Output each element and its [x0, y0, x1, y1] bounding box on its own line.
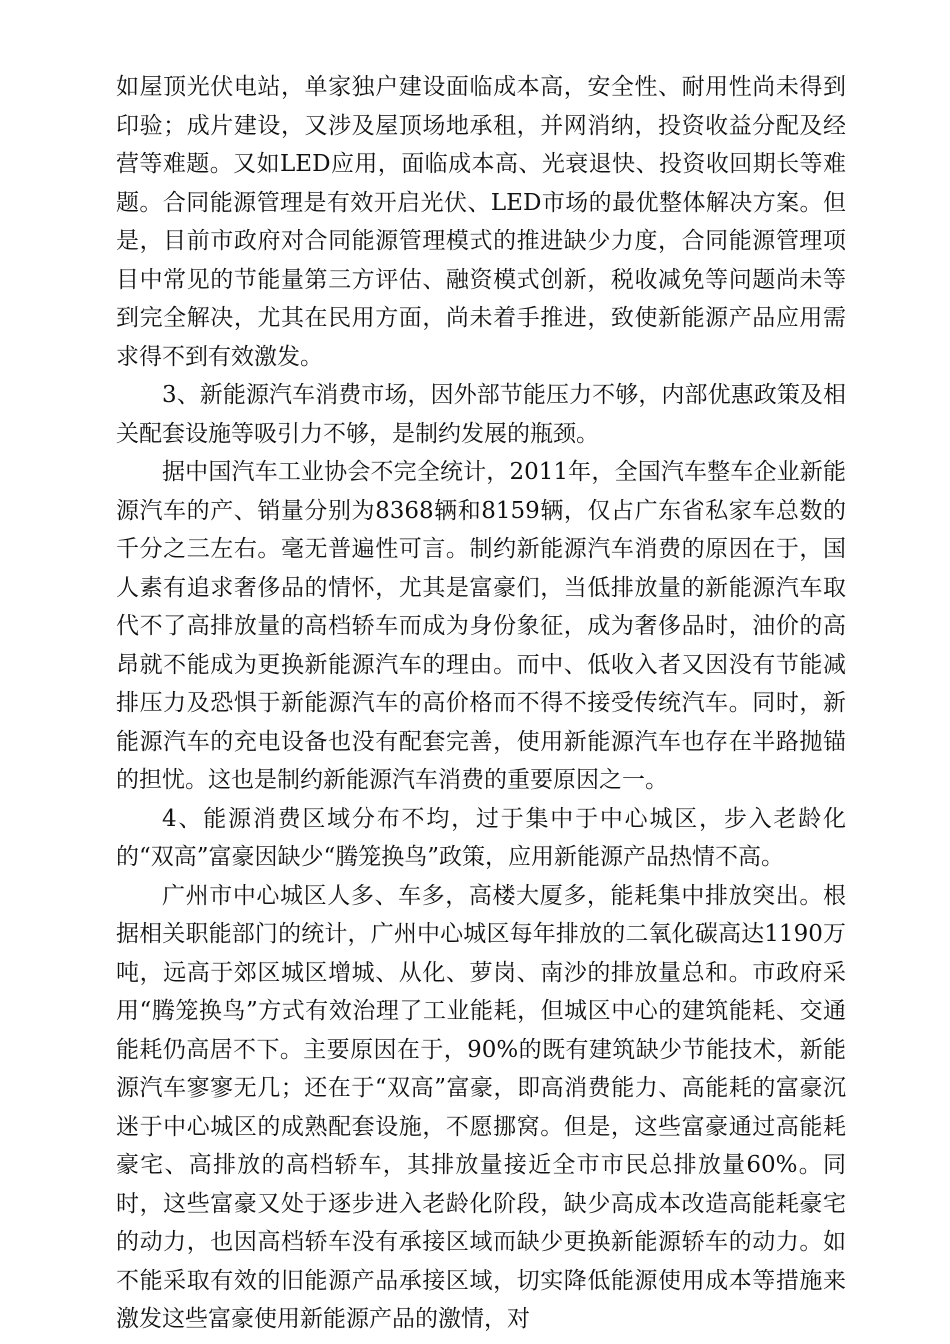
- paragraph-heading-4-energy-distribution: 4、能源消费区域分布不均，过于集中于中心城区，步入老龄化的“双高”富豪因缺少“腾笼换鸟”政策，应用新能源产品热情不高。: [116, 805, 846, 870]
- paragraph-guangzhou-emissions: 广州市中心城区人多、车多，高楼大厦多，能耗集中排放突出。根据相关职能部门的统计，广州中心城区每年排放的二氧化碳高达1190万吨，远高于郊区城区增城、从化、萝岗、南沙的排放量总和。市政府采用“腾笼换鸟”方式有效治理了工业能耗，但城区中心的建筑能耗、交通能耗仍高居不下。主要原因在于，90%的既有建筑缺少节能技术，新能源汽车寥寥无几；还在于“双高”富豪，即高消费能力、高能耗的富豪沉迷于中心城区的成熟配套设施，不愿挪窝。但是，这些富豪通过高能耗豪宅、高排放的高档轿车，其排放量接近全市市民总排放量60%。同时，这些富豪又处于逐步进入老龄化阶段，缺少高成本改造高能耗豪宅的动力，也因高档轿车没有承接区域而缺少更换新能源轿车的动力。如不能采取有效的旧能源产品承接区域，切实降低能源使用成本等措施来激发这些富豪使用新能源产品的激情，对: [116, 882, 846, 1332]
- document-body: [116, 68, 846, 1339]
- paragraph-ev-statistics: 据中国汽车工业协会不完全统计，2011年，全国汽车整车企业新能源汽车的产、销量分别为8368辆和8159辆，仅占广东省私家车总数的千分之三左右。毫无普遍性可言。制约新能源汽车消费的原因在于，国人素有追求奢侈品的情怀，尤其是富豪们，当低排放量的新能源汽车取代不了高排放量的高档轿车而成为身份象征，成为奢侈品时，油价的高昂就不能成为更换新能源汽车的理由。而中、低收入者又因没有节能减排压力及恐惧于新能源汽车的高价格而不得不接受传统汽车。同时，新能源汽车的充电设备也没有配套完善，使用新能源汽车也存在半路抛锚的担忧。这也是制约新能源汽车消费的重要原因之一。: [116, 459, 846, 793]
- paragraph-rooftop-pv-led: 如屋顶光伏电站，单家独户建设面临成本高，安全性、耐用性尚未得到印验；成片建设，又涉及屋顶场地承租，并网消纳，投资收益分配及经营等难题。又如LED应用，面临成本高、光衰退快、投资收回期长等难题。合同能源管理是有效开启光伏、LED市场的最优整体解决方案。但是，目前市政府对合同能源管理模式的推进缺少力度，合同能源管理项目中常见的节能量第三方评估、融资模式创新，税收减免等问题尚未等到完全解决，尤其在民用方面，尚未着手推进，致使新能源产品应用需求得不到有效激发。: [116, 74, 846, 370]
- paragraph-heading-3-ev-market: 3、新能源汽车消费市场，因外部节能压力不够，内部优惠政策及相关配套设施等吸引力不够，是制约发展的瓶颈。: [116, 382, 846, 447]
